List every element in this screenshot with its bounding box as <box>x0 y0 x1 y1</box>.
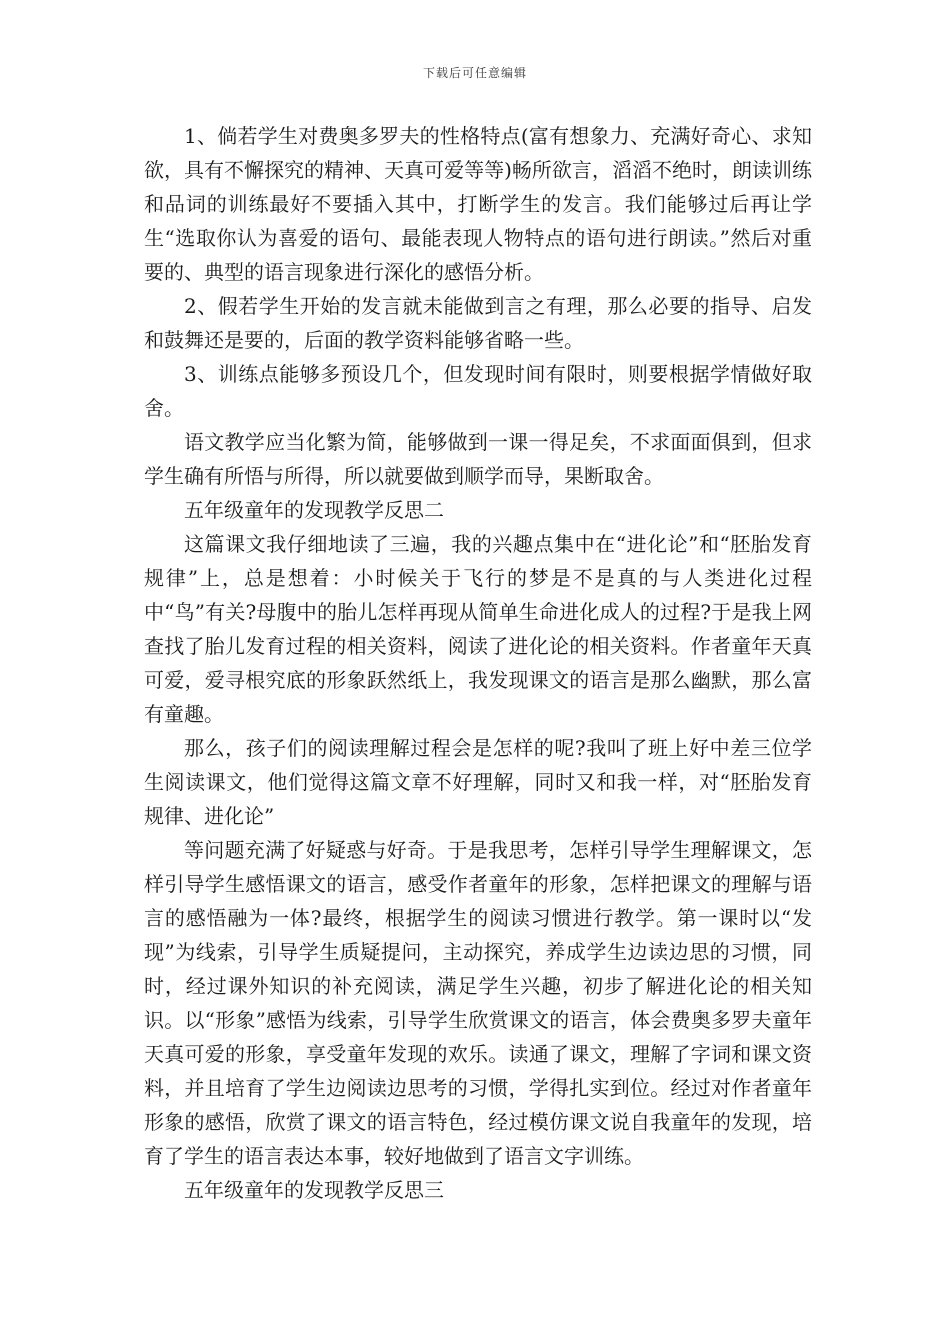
paragraph-point-2: 2、假若学生开始的发言就未能做到言之有理，那么必要的指导、启发和鼓舞还是要的，后面的教学资料能够省略一些。 <box>144 294 812 352</box>
paragraph-reflection-2b: 那么，孩子们的阅读理解过程会是怎样的呢?我叫了班上好中差三位学生阅读课文，他们觉得这篇文章不好理解，同时又和我一样，对“胚胎发育规律、进化论” <box>144 736 812 828</box>
section-heading-3: 五年级童年的发现教学反思三 <box>184 1178 444 1202</box>
document-body <box>144 119 812 1207</box>
paragraph-reflection-2a: 这篇课文我仔细地读了三遍，我的兴趣点集中在“进化论”和“胚胎发育规律”上，总是想着：小时候关于飞行的梦是不是真的与人类进化过程中“鸟”有关?母腹中的胎儿怎样再现从简单生命进化成人的过程?于是我上网查找了胎儿发育过程的相关资料，阅读了进化论的相关资料。作者童年天真可爱，爱寻根究底的形象跃然纸上，我发现课文的语言是那么幽默，那么富有童趣。 <box>144 532 812 726</box>
paragraph-point-3: 3、训练点能够多预设几个，但发现时间有限时，则要根据学情做好取舍。 <box>144 362 812 420</box>
section-heading-2: 五年级童年的发现教学反思二 <box>184 498 444 522</box>
paragraph-summary: 语文教学应当化繁为简，能够做到一课一得足矣，不求面面俱到，但求学生确有所悟与所得，所以就要做到顺学而导，果断取舍。 <box>144 430 812 488</box>
paragraph-point-1: 1、倘若学生对费奥多罗夫的性格特点(富有想象力、充满好奇心、求知欲，具有不懈探究的精神、天真可爱等等)畅所欲言，滔滔不绝时，朗读训练和品词的训练最好不要插入其中，打断学生的发言。我们能够过后再让学生“选取你认为喜爱的语句、最能表现人物特点的语句进行朗读。”然后对重要的、典型的语言现象进行深化的感悟分析。 <box>144 124 812 284</box>
page-header: 下载后可任意编辑 <box>422 66 527 80</box>
paragraph-reflection-2c: 等问题充满了好疑惑与好奇。于是我思考，怎样引导学生理解课文，怎样引导学生感悟课文的语言，感受作者童年的形象，怎样把课文的理解与语言的感悟融为一体?最终，根据学生的阅读习惯进行教学。第一课时以“发现”为线索，引导学生质疑提问，主动探究，养成学生边读边思的习惯，同时，经过课外知识的补充阅读，满足学生兴趣，初步了解进化论的相关知识。以“形象”感悟为线索，引导学生欣赏课文的语言，体会费奥多罗夫童年天真可爱的形象，享受童年发现的欢乐。读通了课文，理解了字词和课文资料，并且培育了学生边阅读边思考的习惯，学得扎实到位。经过对作者童年形象的感悟，欣赏了课文的语言特色，经过模仿课文说自我童年的发现，培育了学生的语言表达本事，较好地做到了语言文字训练。 <box>144 838 812 1168</box>
